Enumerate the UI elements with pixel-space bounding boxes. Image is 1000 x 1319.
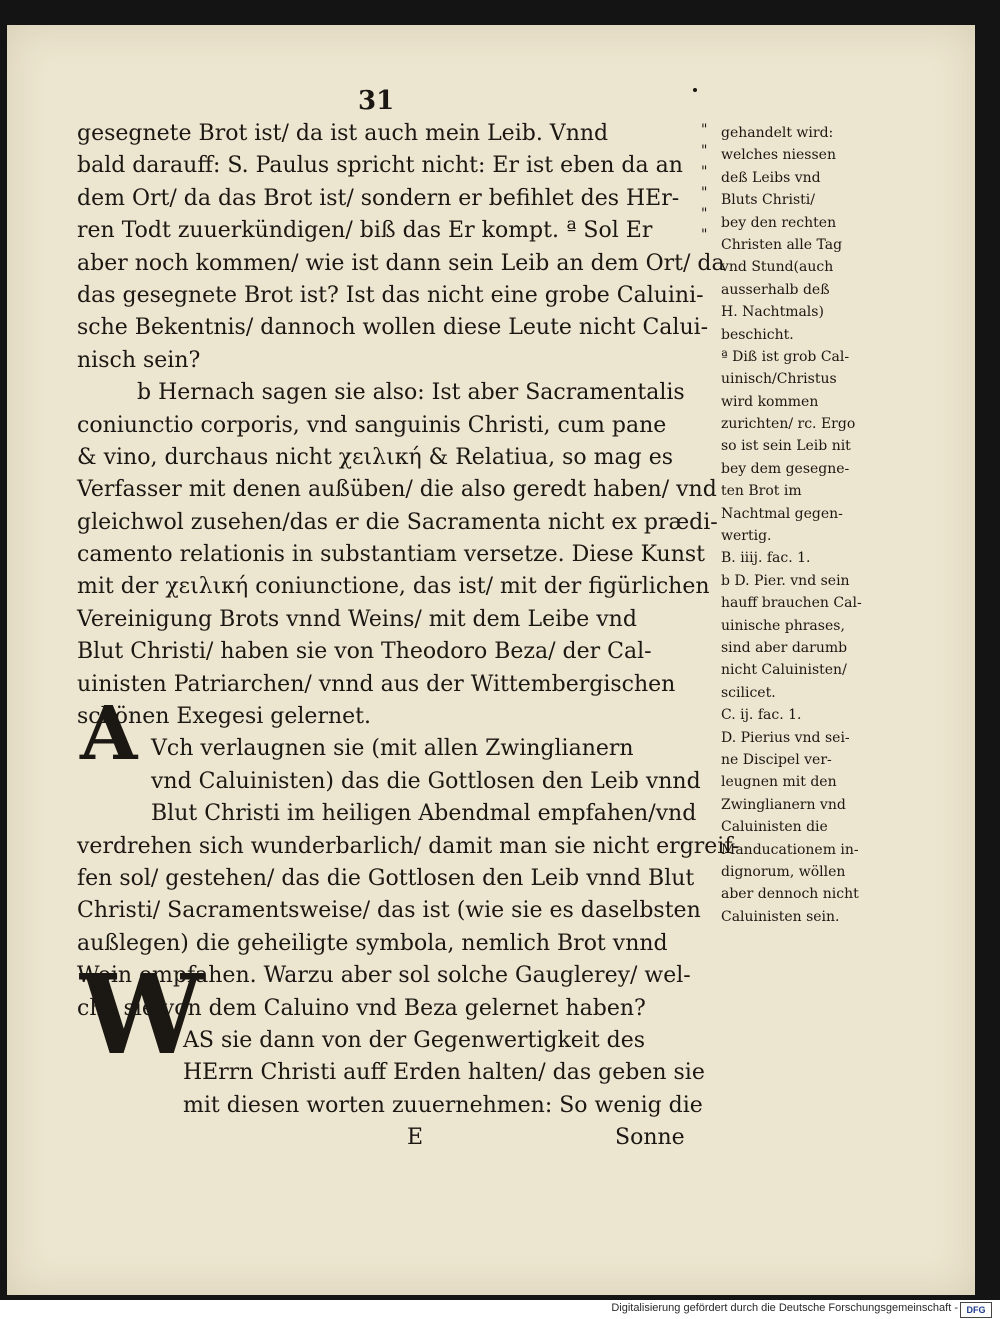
margin-line: uinisch/Christus bbox=[721, 371, 837, 388]
margin-line: uinische phrases, bbox=[721, 617, 845, 634]
dfg-logo: DFG bbox=[960, 1302, 992, 1318]
text-line: verdrehen sich wunderbarlich/ damit man sie nicht ergreif- bbox=[77, 833, 740, 859]
margin-line: gehandelt wird: bbox=[721, 125, 834, 141]
margin-line: Manducationem in- bbox=[721, 841, 859, 858]
signature-catchword-line bbox=[77, 1122, 697, 1154]
margin-line: Bluts Christi/ bbox=[721, 192, 815, 209]
margin-line: Zwinglianern vnd bbox=[721, 796, 846, 813]
margin-line: sind aber darumb bbox=[721, 639, 848, 656]
text-line: dem Ort/ da das Brot ist/ sondern er befihlet des HEr- bbox=[77, 185, 680, 211]
text-line: Wein empfahen. Warzu aber sol solche Gauglerey/ wel- bbox=[77, 963, 691, 989]
text-line: coniunctio corporis, vnd sanguinis Christi, cum pane bbox=[77, 412, 667, 438]
ink-dot bbox=[693, 88, 697, 92]
text-line: gleichwol zusehen/das er die Sacramenta nicht ex prædi- bbox=[77, 509, 718, 535]
text-line: Verfasser mit denen außüben/ die also geredt haben/ vnd bbox=[77, 477, 717, 503]
margin-line: Christen alle Tag bbox=[721, 236, 843, 253]
margin-line: Caluinisten die bbox=[721, 819, 828, 836]
text-line: ren Todt zuuerkündigen/ biß das Er kompt. ª Sol Er bbox=[77, 218, 653, 244]
text-line: außlegen) die geheiligte symbola, nemlich Brot vnnd bbox=[77, 930, 668, 956]
quote-mark: " bbox=[701, 185, 708, 201]
margin-line: wertig. bbox=[721, 528, 772, 545]
page-number: 31 bbox=[358, 86, 395, 116]
text-line: mit diesen worten zuuernehmen: So wenig die bbox=[183, 1092, 703, 1118]
margin-line: ª Diß ist grob Cal- bbox=[721, 348, 850, 365]
margin-line: D. Pierius vnd sei- bbox=[721, 729, 850, 746]
margin-line: vnd Stund(auch bbox=[721, 259, 834, 276]
text-line: schönen Exegesi gelernet. bbox=[77, 704, 371, 730]
margin-line: wird kommen bbox=[721, 393, 819, 410]
catchword: Sonne bbox=[615, 1125, 685, 1151]
text-line: HErrn Christi auff Erden halten/ das geben sie bbox=[183, 1060, 705, 1086]
margin-line: b D. Pier. vnd sein bbox=[721, 572, 850, 589]
text-line: Blut Christi im heiligen Abendmal empfahen/vnd bbox=[151, 801, 697, 827]
signature-mark: E bbox=[407, 1125, 424, 1151]
quote-mark: " bbox=[701, 143, 708, 159]
text-line: sche Bekentnis/ dannoch wollen diese Leute nicht Calui- bbox=[77, 315, 709, 341]
text-line: gesegnete Brot ist/ da ist auch mein Leib. Vnnd bbox=[77, 121, 609, 146]
text-line: camento relationis in substantiam versetze. Diese Kunst bbox=[77, 542, 705, 568]
margin-line: Caluinisten sein. bbox=[721, 908, 840, 925]
margin-line: aber dennoch nicht bbox=[721, 886, 859, 903]
margin-line: leugnen mit den bbox=[721, 774, 837, 791]
margin-line: nicht Caluinisten/ bbox=[721, 662, 847, 679]
margin-line: ausserhalb deß bbox=[721, 281, 830, 298]
text-line: Vch verlaugnen sie (mit allen Zwinglianern bbox=[151, 736, 634, 762]
margin-line: so ist sein Leib nit bbox=[721, 438, 851, 455]
text-line: uinisten Patriarchen/ vnnd aus der Wittembergischen bbox=[77, 671, 676, 697]
funding-credit: Digitalisierung gefördert durch die Deutsche Forschungsgemeinschaft - bbox=[611, 1302, 958, 1314]
margin-line: bey den rechten bbox=[721, 214, 837, 231]
text-line: b Hernach sagen sie also: Ist aber Sacramentalis bbox=[137, 380, 685, 406]
text-line: vnd Caluinisten) das die Gottlosen den Leib vnnd bbox=[151, 768, 701, 794]
margin-line: Nachtmal gegen- bbox=[721, 505, 843, 522]
margin-line: deß Leibs vnd bbox=[721, 169, 821, 186]
quote-mark: " bbox=[701, 227, 708, 243]
footer-bar bbox=[0, 1300, 1000, 1319]
quote-mark: " bbox=[701, 122, 708, 138]
text-line: nisch sein? bbox=[77, 347, 201, 373]
quote-mark: " bbox=[701, 206, 708, 222]
margin-line: scilicet. bbox=[721, 684, 776, 701]
text-line: Blut Christi/ haben sie von Theodoro Beza/ der Cal- bbox=[77, 639, 652, 665]
margin-line: beschicht. bbox=[721, 326, 794, 343]
text-line: Vereinigung Brots vnnd Weins/ mit dem Leibe vnd bbox=[77, 606, 637, 632]
margin-line: bey dem gesegne- bbox=[721, 460, 850, 477]
marginal-notes bbox=[721, 122, 881, 928]
quotation-mark-column bbox=[701, 120, 721, 246]
margin-line: welches niessen bbox=[721, 147, 836, 164]
text-line: che sie von dem Caluino vnd Beza gelernet haben? bbox=[77, 995, 646, 1021]
text-line: Christi/ Sacramentsweise/ das ist (wie sie es daselbsten bbox=[77, 898, 701, 924]
margin-line: ten Brot im bbox=[721, 483, 802, 500]
drop-initial-a: A bbox=[80, 691, 138, 777]
text-line: mit der χειλική coniunctione, das ist/ mit der figürlichen bbox=[77, 574, 710, 600]
text-line: bald darauff: S. Paulus spricht nicht: Er ist eben da an bbox=[77, 153, 683, 179]
quote-mark: " bbox=[701, 164, 708, 180]
margin-line: C. ij. fac. 1. bbox=[721, 707, 802, 724]
margin-line: ne Discipel ver- bbox=[721, 751, 832, 768]
drop-initial-w: W bbox=[80, 950, 204, 1079]
text-line: fen sol/ gestehen/ das die Gottlosen den Leib vnnd Blut bbox=[77, 865, 695, 891]
text-line: AS sie dann von der Gegenwertigkeit des bbox=[183, 1027, 646, 1053]
margin-line: zurichten/ rc. Ergo bbox=[721, 416, 856, 433]
text-line: aber noch kommen/ wie ist dann sein Leib an dem Ort/ da bbox=[77, 250, 725, 276]
text-line: das gesegnete Brot ist? Ist das nicht eine grobe Caluini- bbox=[77, 282, 704, 308]
margin-line: dignorum, wöllen bbox=[721, 863, 846, 880]
margin-line: H. Nachtmals) bbox=[721, 304, 824, 321]
margin-line: hauff brauchen Cal- bbox=[721, 595, 862, 612]
margin-line: B. iiij. fac. 1. bbox=[721, 550, 811, 567]
text-line: & vino, durchaus nicht χειλική & Relatiua, so mag es bbox=[77, 444, 673, 470]
